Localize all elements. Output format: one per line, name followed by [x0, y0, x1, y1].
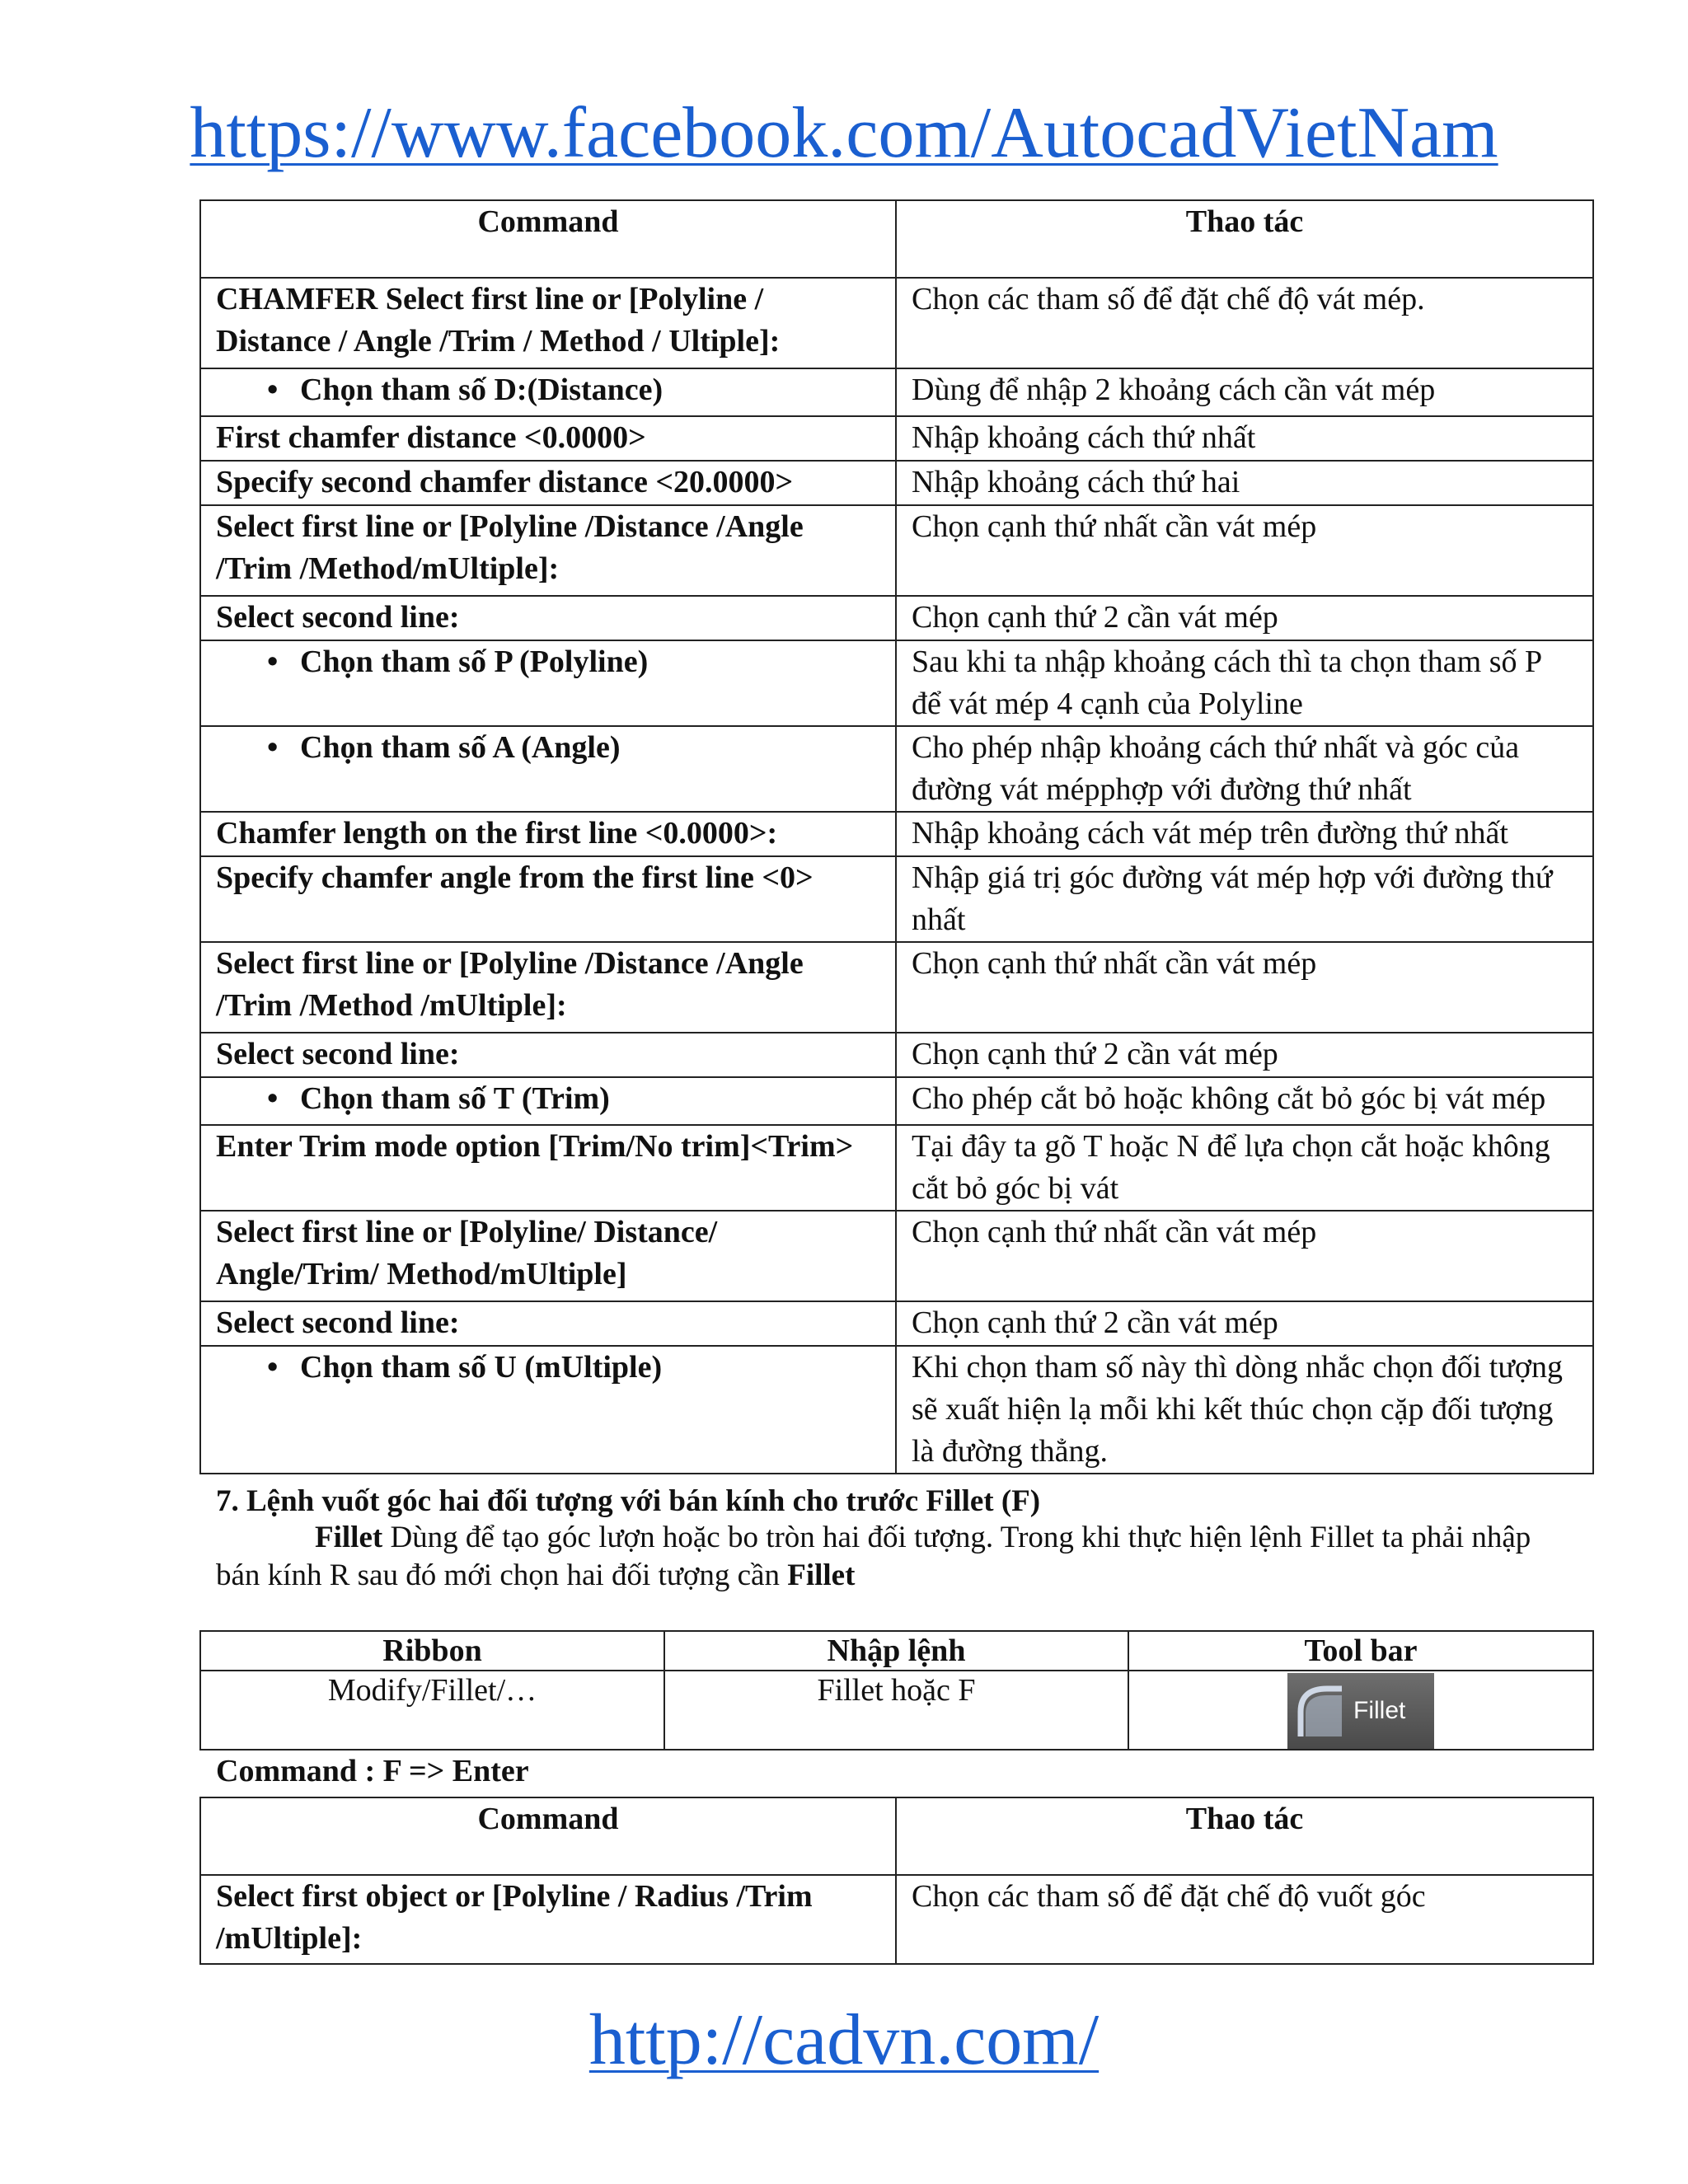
action-cell: Chọn cạnh thứ nhất cần vát mép: [896, 505, 1593, 596]
para-text: Dùng để tạo góc lượn hoặc bo tròn hai đối tượng. Trong khi thực hiện lệnh Fillet ta phải nhập bán kính R sau đó mới chọn hai đối tượng cần: [216, 1521, 1531, 1592]
table-row: [200, 1301, 1593, 1346]
command-cell: Select second line:: [200, 1301, 896, 1346]
table-row: [200, 461, 1593, 505]
column-header-action: Thao tác: [896, 200, 1593, 278]
fillet-icon: [1294, 1682, 1345, 1740]
command-option-cell: [200, 640, 896, 726]
command-cell: Chamfer length on the first line <0.0000>:: [200, 812, 896, 856]
fillet-button-label: Fillet: [1353, 1697, 1406, 1724]
command-option-cell: [200, 1077, 896, 1125]
table-row: [200, 1875, 1593, 1964]
command-cell: Specify second chamfer distance <20.0000>: [200, 461, 896, 505]
bullet-icon: •: [267, 644, 279, 679]
table-row: [200, 1671, 1593, 1750]
command-option-cell: [200, 1346, 896, 1474]
command-cell: CHAMFER Select first line or [Polyline / Distance / Angle /Trim / Method / Ultiple]:: [200, 278, 896, 368]
command-cell: Select first line or [Polyline/ Distance/ Angle/Trim/ Method/mUltiple]: [200, 1211, 896, 1301]
table-row: [200, 368, 1593, 416]
action-cell: Chọn các tham số để đặt chế độ vuốt góc: [896, 1875, 1593, 1964]
table-header-row: [200, 200, 1593, 278]
para-bold-start: Fillet: [315, 1521, 383, 1554]
table-row: [200, 856, 1593, 942]
action-cell: Cho phép nhập khoảng cách thứ nhất và góc của đường vát mépphợp với đường thứ nhất: [896, 726, 1593, 812]
command-option-text: Chọn tham số P (Polyline): [300, 644, 649, 679]
bullet-icon: •: [267, 373, 279, 407]
table-header-row: [200, 1631, 1593, 1671]
command-cell: First chamfer distance <0.0000>: [200, 416, 896, 461]
command-cell: Select first object or [Polyline / Radius /Trim /mUltiple]:: [200, 1875, 896, 1964]
action-cell: Khi chọn tham số này thì dòng nhắc chọn đối tượng sẽ xuất hiện lạ mỗi khi kết thúc chọn cặp đối tượng là đường thẳng.: [896, 1346, 1593, 1474]
command-input-value: Fillet hoặc F: [664, 1671, 1128, 1750]
action-cell: Nhập khoảng cách thứ hai: [896, 461, 1593, 505]
action-cell: Sau khi ta nhập khoảng cách thì ta chọn tham số P để vát mép 4 cạnh của Polyline: [896, 640, 1593, 726]
column-header-ribbon: Ribbon: [200, 1631, 664, 1671]
table-row: [200, 1346, 1593, 1474]
action-cell: Chọn cạnh thứ nhất cần vát mép: [896, 942, 1593, 1033]
section-title: 7. Lệnh vuốt góc hai đối tượng với bán kính cho trước Fillet (F): [216, 1484, 1041, 1518]
command-line: Command : F => Enter: [216, 1754, 529, 1788]
para-bold-end: Fillet: [787, 1558, 856, 1592]
action-cell: Tại đây ta gõ T hoặc N để lựa chọn cắt hoặc không cắt bỏ góc bị vát: [896, 1125, 1593, 1211]
action-cell: Chọn các tham số để đặt chế độ vát mép.: [896, 278, 1593, 368]
table-row: [200, 278, 1593, 368]
column-header-toolbar: Tool bar: [1128, 1631, 1593, 1671]
table-row: [200, 1077, 1593, 1125]
fillet-access-table: [199, 1630, 1594, 1750]
fillet-command-table: [199, 1797, 1594, 1965]
action-cell: Nhập khoảng cách thứ nhất: [896, 416, 1593, 461]
table-row: [200, 1211, 1593, 1301]
table-row: [200, 726, 1593, 812]
fillet-toolbar-button[interactable]: [1287, 1673, 1434, 1749]
ribbon-path: Modify/Fillet/…: [200, 1671, 664, 1750]
command-option-text: Chọn tham số U (mUltiple): [300, 1350, 663, 1385]
command-cell: Select second line:: [200, 1033, 896, 1077]
bullet-icon: •: [267, 730, 279, 765]
column-header-command-input: Nhập lệnh: [664, 1631, 1128, 1671]
command-option-cell: [200, 726, 896, 812]
command-option-cell: [200, 368, 896, 416]
bullet-icon: •: [267, 1081, 279, 1116]
action-cell: Nhập khoảng cách vát mép trên đường thứ nhất: [896, 812, 1593, 856]
column-header-action: Thao tác: [896, 1797, 1593, 1875]
table-row: [200, 640, 1593, 726]
command-cell: Specify chamfer angle from the first line <0>: [200, 856, 896, 942]
command-option-text: Chọn tham số A (Angle): [300, 730, 621, 765]
command-option-text: Chọn tham số D:(Distance): [300, 373, 663, 407]
action-cell: Chọn cạnh thứ 2 cần vát mép: [896, 596, 1593, 640]
action-cell: Dùng để nhập 2 khoảng cách cần vát mép: [896, 368, 1593, 416]
table-row: [200, 1125, 1593, 1211]
action-cell: Chọn cạnh thứ 2 cần vát mép: [896, 1033, 1593, 1077]
table-row: [200, 416, 1593, 461]
table-row: [200, 812, 1593, 856]
table-row: [200, 596, 1593, 640]
column-header-command: Command: [200, 1797, 896, 1875]
command-option-text: Chọn tham số T (Trim): [300, 1081, 610, 1116]
table-row: [200, 942, 1593, 1033]
action-cell: Chọn cạnh thứ nhất cần vát mép: [896, 1211, 1593, 1301]
chamfer-command-table: [199, 199, 1594, 1474]
bullet-icon: •: [267, 1350, 279, 1385]
table-row: [200, 505, 1593, 596]
table-row: [200, 1033, 1593, 1077]
column-header-command: Command: [200, 200, 896, 278]
action-cell: Cho phép cắt bỏ hoặc không cắt bỏ góc bị vát mép: [896, 1077, 1593, 1125]
command-cell: Enter Trim mode option [Trim/No trim]<Trim>: [200, 1125, 896, 1211]
command-cell: Select first line or [Polyline /Distance /Angle /Trim /Method/mUltiple]:: [200, 505, 896, 596]
section-paragraph: [216, 1519, 1543, 1595]
toolbar-cell: [1128, 1671, 1593, 1750]
action-cell: Nhập giá trị góc đường vát mép hợp với đường thứ nhất: [896, 856, 1593, 942]
table-header-row: [200, 1797, 1593, 1875]
footer-link[interactable]: http://cadvn.com/: [588, 2000, 1100, 2080]
header-link[interactable]: https://www.facebook.com/AutocadVietNam: [190, 93, 1498, 173]
action-cell: Chọn cạnh thứ 2 cần vát mép: [896, 1301, 1593, 1346]
command-cell: Select second line:: [200, 596, 896, 640]
command-cell: Select first line or [Polyline /Distance /Angle /Trim /Method /mUltiple]:: [200, 942, 896, 1033]
